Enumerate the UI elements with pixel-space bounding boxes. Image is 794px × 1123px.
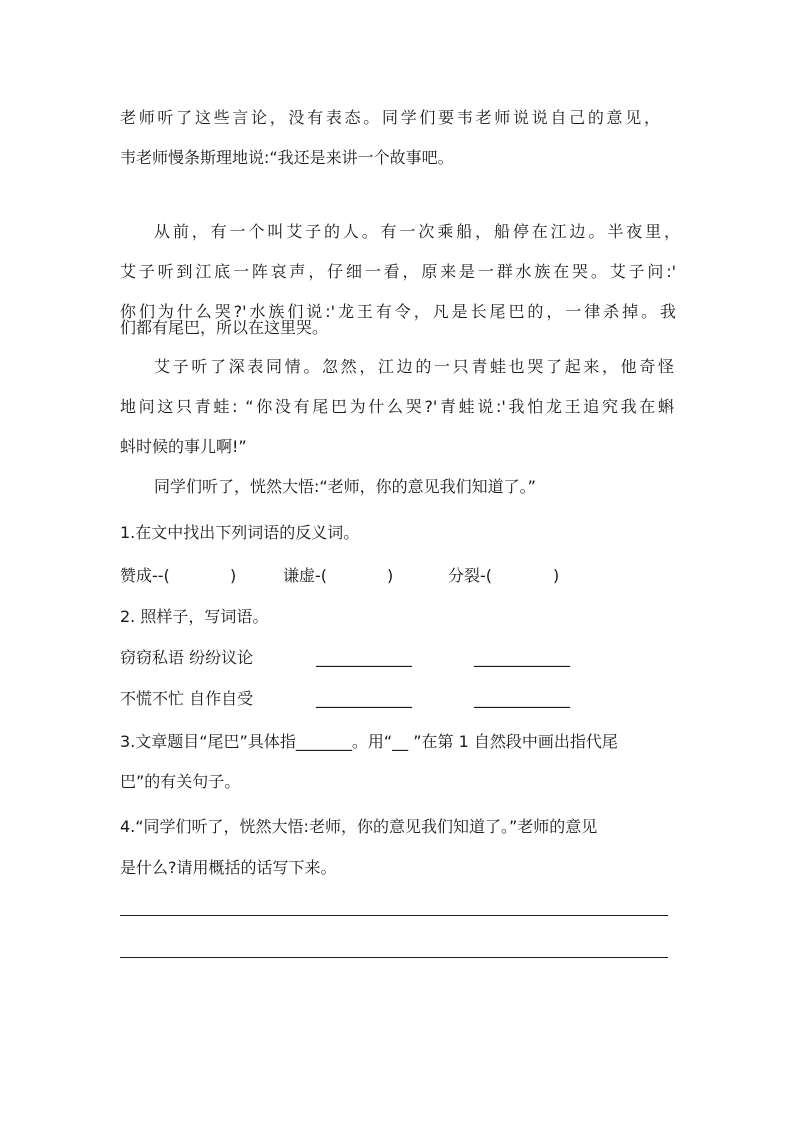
question-2-title: 2. 照样子，写词语。 [120,607,269,626]
question-3-line-2: 巴”的有关句子。 [120,772,241,791]
q2-blank-2: ____________ [474,648,570,667]
story-line-5: 你们为什么哭?'水族们说:'龙王有令，凡是长尾巴的，一律杀掉。我 [120,302,676,321]
story-line-9: 蚪时候的事儿啊!” [120,437,247,456]
story-line-7: 艾子听了深表同情。忽然，江边的一只青蛙也哭了起来，他奇怪 [154,357,674,376]
q2-blank-3: ____________ [316,689,412,708]
answer-line-2 [120,957,668,958]
story-line-8: 地问这只青蛙: “你没有尾巴为什么哭?'青蛙说:'我怕龙王追究我在蝌 [120,397,674,416]
question-3-line-1: 3.文章题目“尾巴”具体指_______。用“__ ”在第 1 自然段中画出指代尾 [120,732,618,751]
q2-example-row-2: 不慌不忙 自作自受 [120,689,254,708]
story-line-1: 老师听了这些言论，没有表态。同学们要韦老师说说自己的意见， [120,108,660,127]
q2-blank-4: ____________ [474,689,570,708]
q1-item-1-close: ) [230,566,237,585]
q1-item-2-label: 谦虚-( [283,566,328,585]
q1-item-3-label: 分裂-( [448,566,493,585]
question-4-line-2: 是什么?请用概括的话写下来。 [120,858,337,877]
question-4-line-1: 4.“同学们听了，恍然大悟:老师，你的意见我们知道了。”老师的意见 [120,817,598,836]
question-1-title: 1.在文中找出下列词语的反义词。 [120,523,360,542]
story-line-3: 从前，有一个叫艾子的人。有一次乘船，船停在江边。半夜里， [154,222,680,241]
story-line-2: 韦老师慢条斯理地说:“我还是来讲一个故事吧。 [120,148,454,167]
q1-item-1-label: 赞成--( [120,566,170,585]
answer-line-1 [120,915,668,916]
q1-item-3-close: ) [553,566,560,585]
q2-example-row-1: 窃窃私语 纷纷议论 [120,648,254,667]
story-line-6: 们都有尾巴，所以在这里哭。 [120,318,329,337]
q2-blank-1: ____________ [316,648,412,667]
q1-item-2-close: ) [387,566,394,585]
story-line-4: 艾子听到江底一阵哀声，仔细一看，原来是一群水族在哭。艾子问:' [120,262,676,281]
story-line-10: 同学们听了，恍然大悟:“老师，你的意见我们知道了。” [154,477,536,496]
